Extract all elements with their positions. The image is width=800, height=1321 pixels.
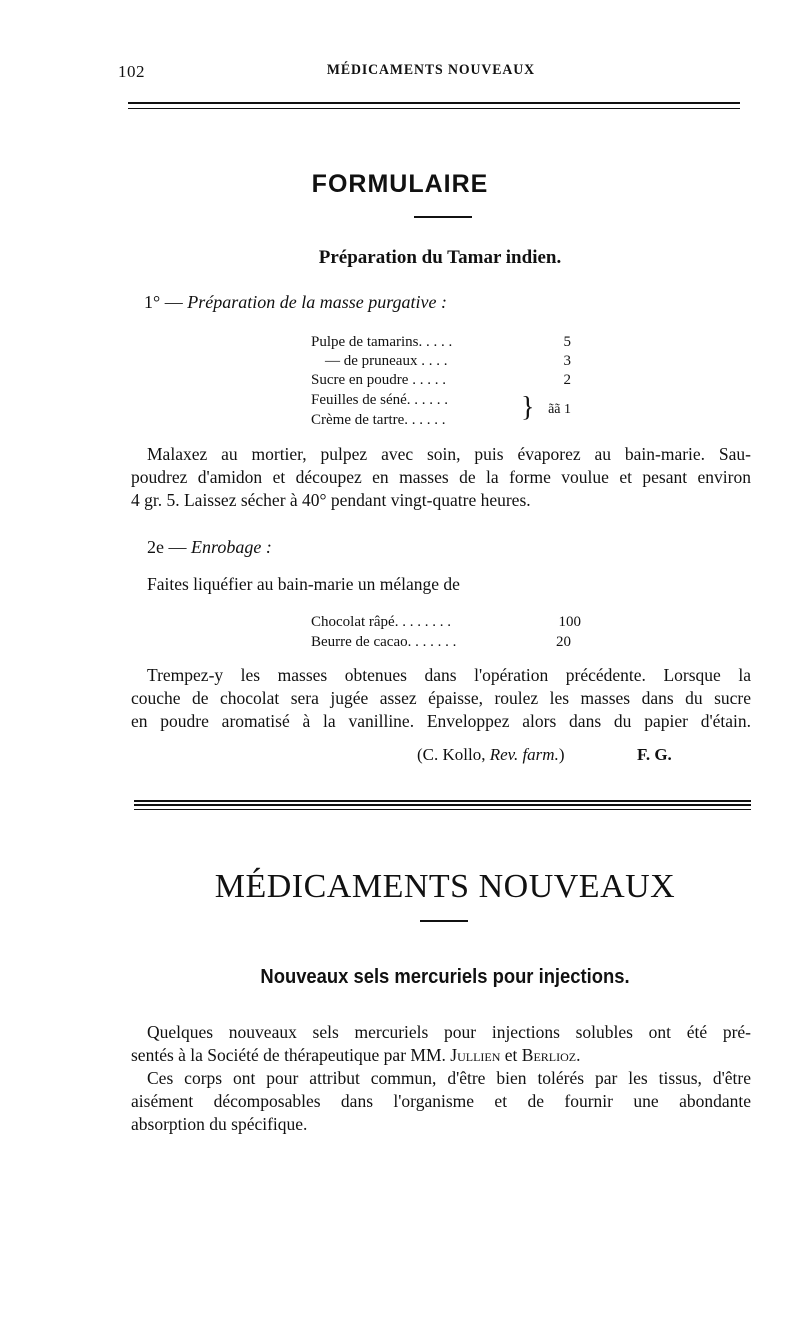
step-2-dash: —: [168, 537, 187, 557]
running-head: [118, 62, 744, 86]
recipe-2-item-qty: 100: [558, 614, 581, 630]
source-journal: Rev. farm.: [489, 745, 559, 764]
paragraph-line: Malaxez au mortier, pulpez avec soin, puis évaporez au bain-marie. Sau-: [147, 444, 751, 464]
paragraph-line: aisément décomposables dans l'organisme et de fournir une abondante: [131, 1091, 751, 1111]
recipe-2-item-qty: 20: [556, 634, 571, 650]
recipe-2-item-name: Beurre de cacao. . . . . . .: [311, 634, 457, 650]
paragraph-line: en poudre aromatisé à la vanilline. Enveloppez alors dans du papier d'étain.: [131, 711, 751, 731]
header-rule-top: [128, 102, 740, 104]
author-name: Jullien: [450, 1045, 501, 1065]
formulaire-title: FORMULAIRE: [311, 170, 489, 198]
paragraph-line: Ces corps ont pour attribut commun, d'être bien tolérés par les tissus, d'être: [147, 1068, 751, 1088]
recipe-1: [311, 332, 591, 432]
step-2-label: Enrobage :: [191, 537, 272, 557]
step-2-heading: [147, 537, 272, 558]
step-2-number: 2e: [147, 537, 164, 557]
page-number: 102: [118, 62, 145, 81]
paragraph-line: Quelques nouveaux sels mercuriels pour injections solubles ont été pré-: [147, 1022, 751, 1042]
recipe-1-item-name: Crème de tartre. . . . . .: [311, 412, 446, 428]
source-close: ): [558, 745, 565, 764]
step-1-dash: —: [164, 292, 183, 312]
paragraph-line: couche de chocolat sera jugée assez épaisse, roulez les masses dans du sucre: [131, 688, 751, 708]
formulaire-subtitle: Préparation du Tamar indien.: [318, 247, 562, 268]
step-1-number: 1°: [144, 292, 161, 312]
running-title: MÉDICAMENTS NOUVEAUX: [326, 62, 536, 78]
paragraph-4: [131, 1021, 751, 1136]
section-rule-middle: [134, 804, 751, 806]
section-rule-top: [134, 800, 751, 802]
recipe-1-item-name: Pulpe de tamarins. . . . .: [311, 334, 453, 350]
section-rule-bottom: [134, 809, 751, 810]
header-rule-bottom: [128, 108, 740, 109]
paragraph-line-text: sentés à la Société de thérapeutique par MM.: [131, 1045, 446, 1065]
paragraph-line: Trempez-y les masses obtenues dans l'opération précédente. Lorsque la: [147, 665, 751, 685]
source-author: (C. Kollo,: [417, 745, 486, 764]
source-citation: [417, 745, 565, 765]
paragraph-3: [131, 664, 751, 733]
author-name: Berlioz.: [521, 1045, 581, 1065]
paragraph-1: [131, 443, 751, 512]
conjunction: et: [504, 1045, 518, 1065]
step-1-heading: [144, 292, 447, 313]
formulaire-title-rule: [414, 216, 472, 218]
medicaments-title: MÉDICAMENTS NOUVEAUX: [214, 868, 676, 905]
source-initials: F. G.: [637, 745, 672, 764]
recipe-2-item-name: Chocolat râpé. . . . . . . .: [311, 614, 451, 630]
paragraph-2: Faites liquéfier au bain-marie un mélange de: [147, 574, 460, 594]
paragraph-line: [131, 1044, 751, 1067]
recipe-1-item-name: — de pruneaux . . . .: [325, 353, 448, 369]
recipe-2: [311, 612, 581, 654]
paragraph-line: poudrez d'amidon et découpez en masses de la forme voulue et pesant environ: [131, 467, 751, 487]
paragraph-line: absorption du spécifique.: [131, 1114, 308, 1134]
recipe-1-brace: }: [521, 392, 535, 423]
recipe-1-item-qty: 3: [563, 353, 571, 369]
recipe-1-brace-qty: ãã 1: [548, 402, 571, 417]
recipe-1-item-name: Feuilles de séné. . . . . .: [311, 392, 449, 408]
step-1-label: Préparation de la masse purgative :: [187, 292, 447, 312]
recipe-1-item-name: Sucre en poudre . . . . .: [311, 372, 446, 388]
medicaments-title-rule: [420, 920, 468, 922]
medicaments-subtitle: Nouveaux sels mercuriels pour injections.: [260, 966, 630, 988]
recipe-1-item-qty: 5: [563, 334, 571, 350]
recipe-1-item-qty: 2: [563, 372, 571, 388]
paragraph-line: 4 gr. 5. Laissez sécher à 40° pendant vingt-quatre heures.: [131, 490, 531, 510]
